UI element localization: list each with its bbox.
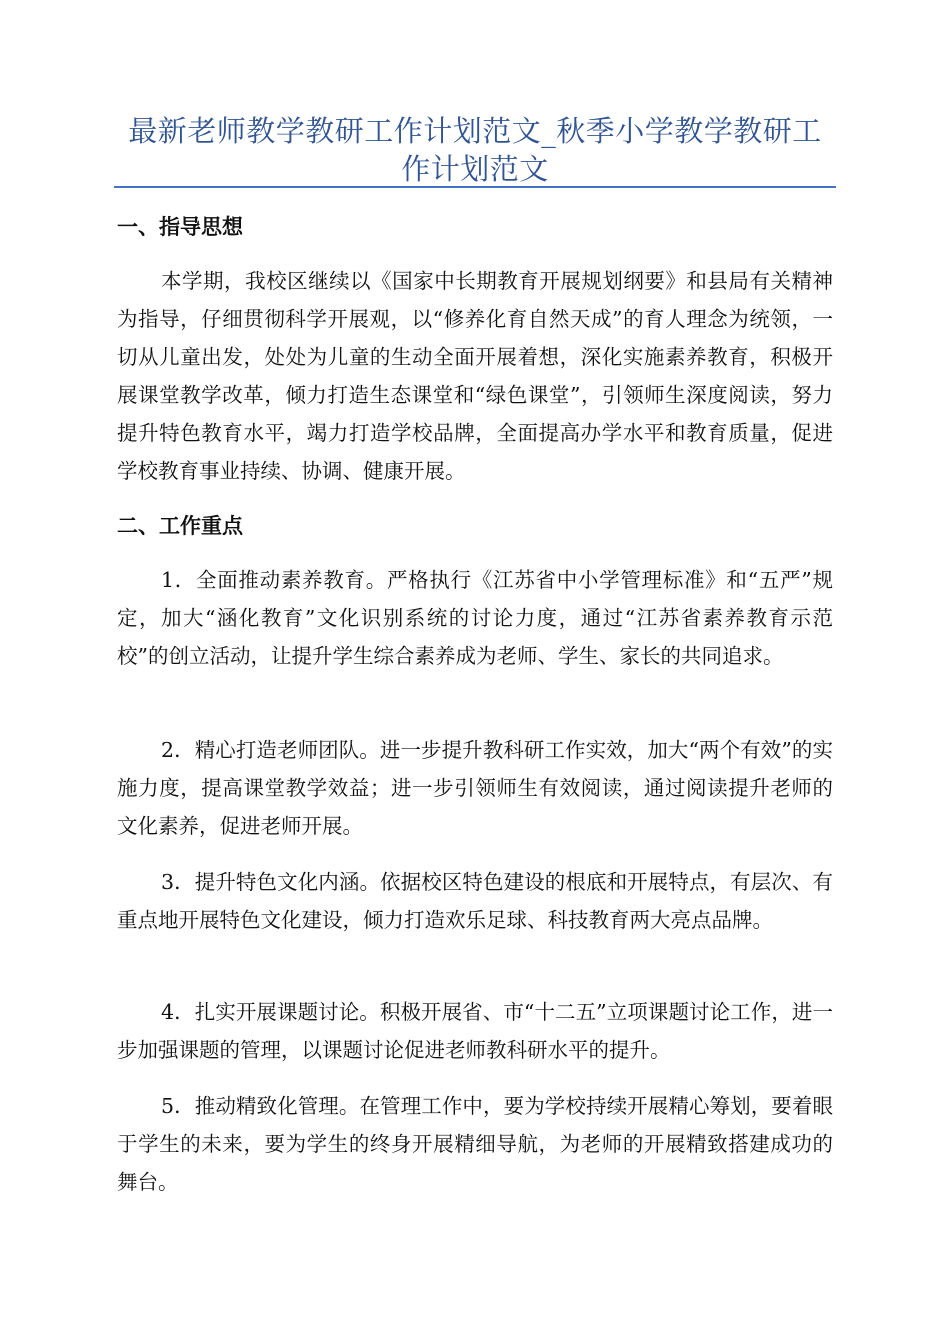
section-heading-work-focus: 二、工作重点	[117, 514, 243, 538]
paragraph-focus-5: 5．推动精致化管理。在管理工作中，要为学校持续开展精心筹划，要着眼于学生的未来，要为学生的终身开展精细导航，为老师的开展精致搭建成功的舞台。	[117, 1094, 833, 1194]
paragraph-focus-4: 4．扎实开展课题讨论。积极开展省、市“十二五”立项课题讨论工作，进一步加强课题的管理，以课题讨论促进老师教科研水平的提升。	[117, 1000, 833, 1062]
title-underline	[114, 186, 836, 188]
paragraph-focus-2: 2．精心打造老师团队。进一步提升教科研工作实效，加大“两个有效”的实施力度，提高课堂教学效益；进一步引领师生有效阅读，通过阅读提升老师的文化素养，促进老师开展。	[117, 738, 833, 838]
section-heading-guiding-ideology: 一、指导思想	[117, 215, 243, 239]
paragraph-focus-3: 3．提升特色文化内涵。依据校区特色建设的根底和开展特点，有层次、有重点地开展特色文化建设，倾力打造欢乐足球、科技教育两大亮点品牌。	[117, 870, 833, 932]
paragraph-guiding-ideology: 本学期，我校区继续以《国家中长期教育开展规划纲要》和县局有关精神为指导，仔细贯彻科学开展观，以“修养化育自然天成”的育人理念为统领，一切从儿童出发，处处为儿童的生动全面开展着想，深化实施素养教育，积极开展课堂教学改革，倾力打造生态课堂和“绿色课堂”，引领师生深度阅读，努力提升特色教育水平，竭力打造学校品牌，全面提高办学水平和教育质量，促进学校教育事业持续、协调、健康开展。	[117, 269, 833, 483]
paragraph-focus-1: 1．全面推动素养教育。严格执行《江苏省中小学管理标准》和“五严”规定，加大“涵化教育”文化识别系统的讨论力度，通过“江苏省素养教育示范校”的创立活动，让提升学生综合素养成为老师、学生、家长的共同追求。	[117, 568, 833, 668]
document-title: 最新老师教学教研工作计划范文_秋季小学教学教研工作计划范文	[128, 114, 822, 186]
